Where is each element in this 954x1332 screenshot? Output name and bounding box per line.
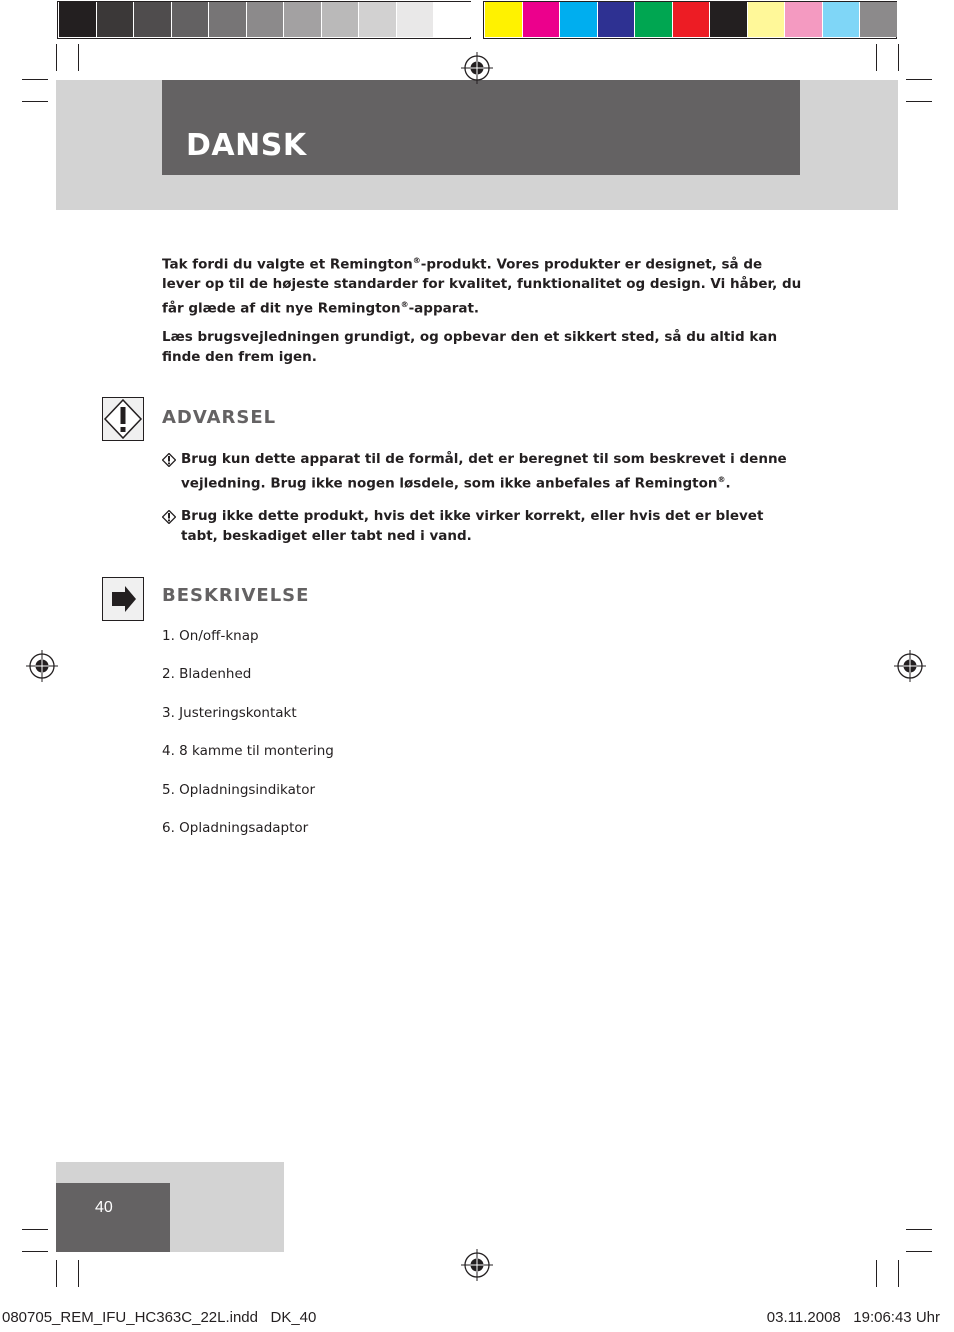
description-item: 4. 8 kamme til montering <box>162 743 334 759</box>
page-number: 40 <box>95 1199 113 1216</box>
color-swatch <box>710 2 748 37</box>
page-title: DANSK <box>186 128 307 163</box>
registered-mark: ® <box>412 256 421 265</box>
color-swatch <box>523 2 561 37</box>
page-number-box <box>56 1183 170 1252</box>
crop-mark <box>22 79 48 80</box>
crop-mark <box>22 1251 48 1252</box>
description-title: BESKRIVELSE <box>162 585 310 606</box>
crop-mark <box>898 1260 899 1287</box>
warning-icon-box <box>102 397 144 441</box>
description-item: 1. On/off-knap <box>162 628 259 644</box>
crop-mark <box>898 44 899 71</box>
registered-mark: ® <box>717 474 726 484</box>
color-swatch <box>247 2 285 37</box>
process-color-bar <box>485 2 898 38</box>
description-item: 3. Justeringskontakt <box>162 705 297 721</box>
crop-mark <box>876 1260 877 1287</box>
intro-paragraph <box>162 251 802 319</box>
slug-file-name: 080705_REM_IFU_HC363C_22L.indd DK_40 <box>2 1309 317 1326</box>
arrow-right-icon <box>103 578 143 620</box>
registration-mark-icon <box>894 650 926 682</box>
color-swatch <box>485 2 523 37</box>
color-swatch <box>209 2 247 37</box>
registered-mark: ® <box>400 299 409 309</box>
slug-timestamp: 03.11.2008 19:06:43 Uhr <box>766 1309 940 1326</box>
warning-item-text: Brug kun dette apparat til de formål, det er beregnet til som beskrevet i denne vejledning. Brug ikke nogen løsdele, som ikke anbefales af Remington <box>181 451 787 491</box>
color-swatch <box>785 2 823 37</box>
crop-mark <box>78 44 79 71</box>
color-swatch <box>322 2 360 37</box>
intro-text: Tak fordi du valgte et Remington <box>162 256 413 273</box>
color-swatch <box>748 2 786 37</box>
warning-item <box>162 450 802 494</box>
intro-text: -apparat. <box>408 300 480 316</box>
warning-title: ADVARSEL <box>162 407 277 428</box>
warning-bullet-icon <box>162 510 176 524</box>
crop-mark <box>906 79 932 80</box>
color-swatch <box>673 2 711 37</box>
description-item: 5. Opladningsindikator <box>162 782 316 798</box>
crop-mark <box>22 101 48 102</box>
color-swatch <box>560 2 598 37</box>
crop-mark <box>906 101 932 102</box>
color-swatch <box>134 2 172 37</box>
warning-item-text: Brug ikke dette produkt, hvis det ikke virker korrekt, eller hvis det er blevet tabt, beskadiget eller tabt ned i vand. <box>181 508 764 544</box>
gray-color-bar <box>59 2 472 38</box>
warning-item-text: . <box>725 475 731 491</box>
crop-mark <box>22 1229 48 1230</box>
intro-text: -produkt. Vores produkter er designet, så de lever op til de højeste standarder for kvalitet, funktionalitet og design. Vi håber, du får glæde af dit nye Remington <box>162 256 802 316</box>
description-item: 2. Bladenhed <box>162 666 252 682</box>
crop-mark <box>876 44 877 71</box>
registration-mark-icon <box>26 650 58 682</box>
color-swatch <box>172 2 210 37</box>
crop-mark <box>56 44 57 71</box>
description-item: 6. Opladningsadaptor <box>162 820 309 836</box>
registration-mark-icon <box>461 52 493 84</box>
color-swatch <box>598 2 636 37</box>
color-swatch <box>635 2 673 37</box>
description-icon-box <box>102 577 144 621</box>
crop-mark <box>56 1260 57 1287</box>
color-swatch <box>860 2 898 37</box>
intro-paragraph-2: Læs brugsvejledningen grundigt, og opbevar den et sikkert sted, så du altid kan finde den frem igen. <box>162 329 778 365</box>
color-swatch <box>59 2 97 37</box>
color-swatch <box>359 2 397 37</box>
crop-mark <box>906 1251 932 1252</box>
warning-bullet-icon <box>162 453 176 467</box>
color-swatch <box>397 2 435 37</box>
color-swatch <box>284 2 322 37</box>
exclamation-icon <box>103 398 143 440</box>
registration-mark-icon <box>461 1249 493 1281</box>
header-title-bar <box>162 80 800 175</box>
crop-mark <box>78 1260 79 1287</box>
warning-item <box>162 507 802 546</box>
color-swatch <box>434 2 472 37</box>
crop-mark <box>906 1229 932 1230</box>
color-swatch <box>97 2 135 37</box>
color-swatch <box>823 2 861 37</box>
